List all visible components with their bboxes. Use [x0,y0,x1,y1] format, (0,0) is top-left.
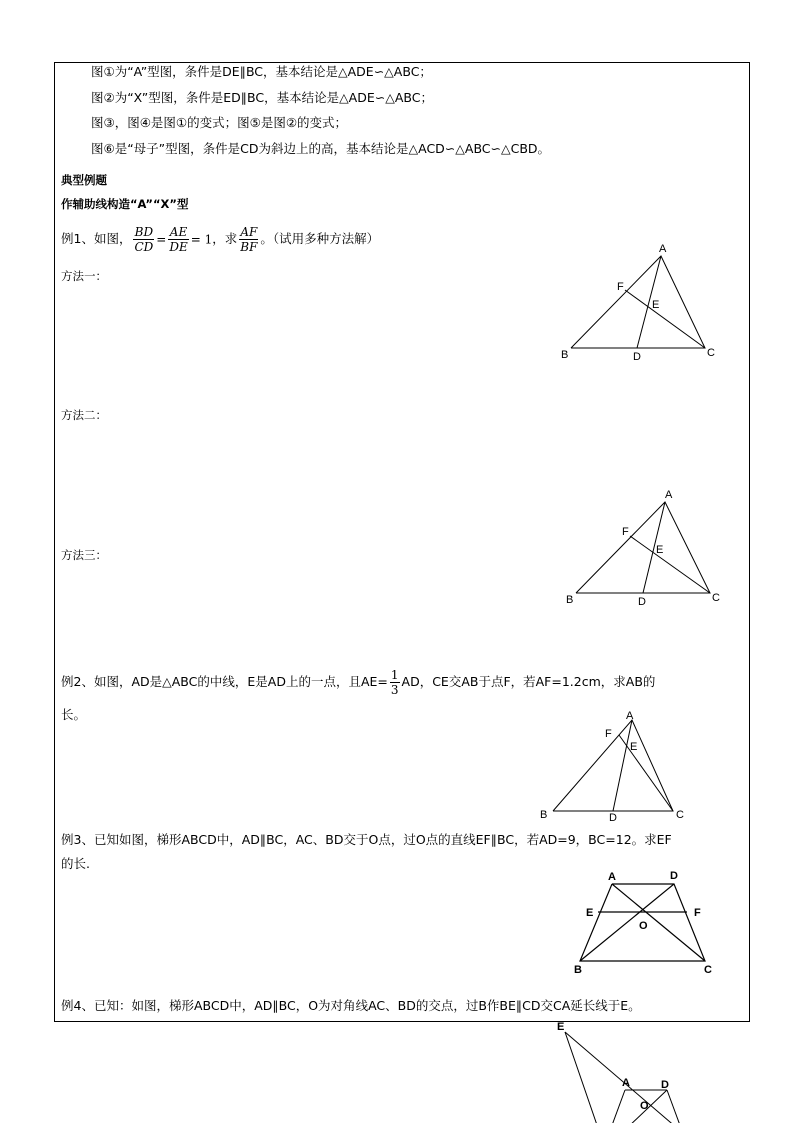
example-4-statement: 例4、已知：如图，梯形ABCD中，AD∥BC，O为对角线AC、BD的交点，过B作BE∥CD交CA延长线于E。 [61,998,641,1013]
label-f: F [605,728,612,740]
label-a: A [665,489,673,501]
label-f: F [617,281,624,293]
label-o: O [639,920,648,932]
method-2-label: 方法二： [61,408,107,422]
label-b: B [561,349,569,361]
label-e: E [557,1021,565,1033]
label-d: D [638,596,646,608]
section-title: 典型例题 [61,173,107,187]
label-b: B [574,964,582,976]
triangle-figure-1 [555,238,725,368]
triangle-figure-3 [535,706,695,826]
ex1-ask: ，求 [212,231,238,246]
label-e: E [652,299,660,311]
label-b: B [540,809,548,821]
label-f: F [622,526,629,538]
label-f: F [694,907,701,919]
example-3-statement: 例3、已知如图，梯形ABCD中，AD∥BC，AC、BD交于O点，过O点的直线EF∥BC，若AD=9，BC=12。求EF [61,832,672,847]
ex2-text-b: AD，CE交AB于点F，若AF=1.2cm，求AB的 [401,674,656,689]
label-a: A [659,243,667,255]
label-c: C [704,964,712,976]
intro-line-4: 图⑥是“母子”型图，条件是CD为斜边上的高，基本结论是△ACD∽△ABC∽△CBD。 [91,141,551,156]
label-d: D [609,812,617,824]
label-o: O [640,1100,649,1112]
example-2-statement [61,662,655,702]
label-e: E [630,741,638,753]
label-c: C [707,347,715,359]
ex1-equals-one: = 1 [190,232,213,247]
ex1-fraction-bd-cd: $\frac{BD}{CD}$ [134,225,154,254]
ex1-fraction-af-bf: $\frac{AF}{BF}$ [240,225,258,254]
method-1-label: 方法一： [61,269,107,283]
ex2-text-a: 例2、如图，AD是△ABC的中线，E是AD上的一点，且AE= [61,674,388,689]
label-d: D [670,870,678,882]
section-subtitle: 作辅助线构造“A”“X”型 [61,197,189,211]
label-a: A [608,871,616,883]
ex1-suffix: 。（试用多种方法解） [260,231,380,246]
label-d: D [633,351,641,363]
ex1-fraction-ae-de: $\frac{AE}{DE}$ [169,225,188,254]
ex1-equals: = [156,232,167,247]
intro-line-3: 图③，图④是图①的变式；图⑤是图②的变式； [91,115,348,130]
label-a: A [622,1077,630,1089]
label-b: B [566,594,574,606]
label-e: E [586,907,594,919]
example-3-statement-cont: 的长. [61,856,90,871]
triangle-figure-2 [560,484,730,614]
trapezoid-extension-figure [545,1018,705,1123]
label-c: C [712,592,720,604]
label-c: C [676,809,684,821]
label-e: E [656,544,664,556]
ex1-prefix: 例1、如图， [61,231,132,246]
example-1-statement [61,219,379,260]
trapezoid-figure [570,866,730,981]
intro-line-1: 图①为“A”型图，条件是DE∥BC，基本结论是△ADE∽△ABC； [91,64,432,79]
label-a: A [626,710,634,722]
ex2-fraction-one-third: $\frac{1}{3}$ [390,668,399,697]
method-3-label: 方法三： [61,548,107,562]
label-d: D [661,1079,669,1091]
intro-line-2: 图②为“X”型图，条件是ED∥BC，基本结论是△ADE∽△ABC； [91,90,433,105]
example-2-statement-cont: 长。 [61,707,87,722]
